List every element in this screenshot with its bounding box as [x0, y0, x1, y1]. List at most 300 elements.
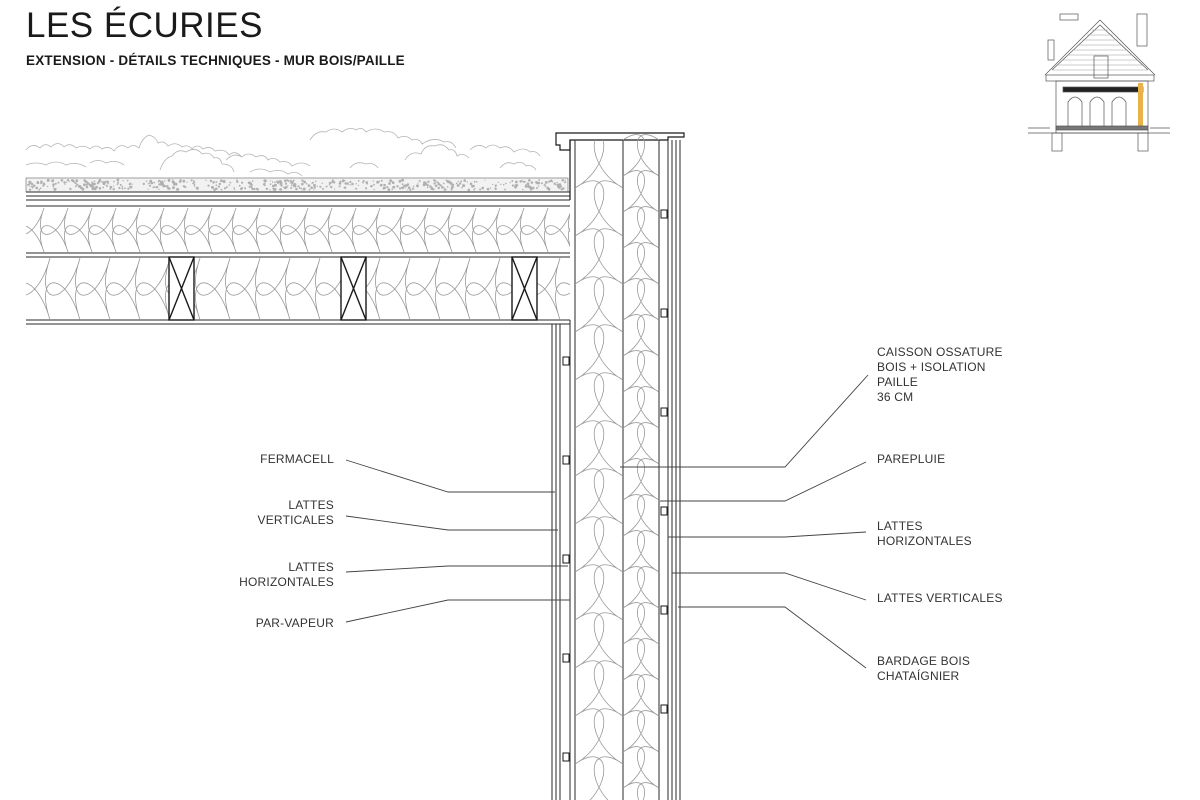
gravel-dot — [194, 184, 196, 186]
gravel-dot — [272, 185, 275, 188]
gravel-dot — [342, 179, 344, 181]
gravel-dot — [122, 188, 124, 190]
gravel-dot — [339, 185, 341, 187]
gravel-dot — [532, 187, 535, 190]
gravel-dot — [106, 181, 109, 184]
gravel-dot — [459, 182, 461, 184]
gravel-dot — [384, 184, 386, 186]
gravel-dot — [99, 188, 101, 190]
gravel-dot — [220, 179, 223, 182]
gravel-dot — [284, 179, 287, 182]
gravel-dot — [531, 181, 534, 184]
gravel-dot — [175, 183, 177, 185]
gravel-dot — [102, 187, 104, 189]
gravel-dot — [160, 183, 162, 185]
gravel-dot — [438, 182, 440, 184]
label-fermacell: FERMACELL — [260, 452, 334, 466]
gravel-dot — [28, 183, 30, 185]
gravel-dot — [490, 187, 491, 188]
gravel-dot — [309, 185, 310, 186]
gravel-dot — [117, 182, 119, 184]
gravel-dot — [330, 186, 332, 188]
gravel-dot — [433, 182, 435, 184]
gravel-dot — [417, 183, 418, 184]
gravel-dot — [457, 184, 460, 187]
gravel-dot — [396, 185, 398, 187]
gravel-dot — [407, 189, 408, 190]
gravel-dot — [64, 184, 65, 185]
gravel-dot — [223, 180, 226, 183]
gravel-dot — [270, 183, 271, 184]
gravel-dot — [290, 187, 292, 189]
gravel-dot — [334, 189, 335, 190]
gravel-dot — [186, 182, 187, 183]
gravel-dot — [317, 186, 318, 187]
gravel-dot — [301, 189, 302, 190]
lath-inner — [563, 456, 569, 464]
gravel-dot — [266, 188, 268, 190]
gravel-dot — [153, 182, 155, 184]
gravel-dot — [495, 184, 497, 186]
leader-caisson — [620, 375, 868, 467]
label-lattes-verticales-ext: LATTES VERTICALES — [877, 591, 1003, 605]
label-par-vapeur: PAR-VAPEUR — [255, 616, 334, 630]
gravel-dot — [291, 183, 293, 185]
insulation-hatch — [575, 133, 623, 800]
roof-substrate-layer — [26, 178, 568, 192]
gravel-dot — [291, 185, 292, 186]
gravel-dot — [183, 185, 185, 187]
gravel-dot — [403, 185, 405, 187]
gravel-dot — [401, 179, 403, 181]
leader-lattes-verticales-int — [346, 516, 558, 530]
gravel-dot — [494, 188, 496, 190]
gravel-dot — [239, 185, 241, 187]
gravel-dot — [322, 188, 324, 190]
label-lattes-verticales-int: LATTES VERTICALES — [257, 498, 334, 527]
gravel-dot — [445, 189, 447, 191]
gravel-dot — [252, 180, 254, 182]
lath-outer — [661, 705, 667, 713]
gravel-dot — [66, 182, 67, 183]
gravel-dot — [462, 184, 465, 187]
gravel-dot — [461, 187, 463, 189]
gravel-dot — [332, 179, 334, 181]
gravel-dot — [387, 186, 389, 188]
gravel-dot — [191, 179, 193, 181]
roof-insulation-upper — [16, 208, 596, 252]
gravel-dot — [71, 179, 74, 182]
gravel-dot — [536, 182, 539, 185]
gravel-dot — [113, 185, 114, 186]
gravel-dot — [148, 189, 149, 190]
gravel-dot — [544, 184, 546, 186]
gravel-dot — [349, 184, 350, 185]
gravel-dot — [303, 181, 306, 184]
gravel-dot — [473, 189, 475, 191]
gravel-dot — [250, 183, 253, 186]
gravel-dot — [229, 182, 231, 184]
gravel-dot — [399, 187, 401, 189]
gravel-dot — [109, 186, 111, 188]
label-lattes-horizontales-ext: LATTES HORIZONTALES — [877, 519, 972, 548]
roof-joists — [169, 257, 537, 320]
gravel-dot — [77, 184, 78, 185]
green-roof-vegetation — [26, 128, 540, 176]
lath-inner — [563, 555, 569, 563]
gravel-dot — [344, 187, 346, 189]
gravel-dot — [75, 179, 78, 182]
gravel-dot — [295, 188, 297, 190]
gravel-dot — [485, 180, 486, 181]
gravel-dot — [487, 188, 490, 191]
leader-lines — [346, 375, 868, 668]
gravel-dot — [471, 185, 474, 188]
gravel-dot — [167, 185, 169, 187]
gravel-dot — [416, 184, 419, 187]
gravel-dot — [94, 180, 96, 182]
roof-deck-lines — [26, 192, 570, 324]
gravel-dot — [127, 180, 129, 182]
gravel-dot — [474, 188, 475, 189]
gravel-dot — [251, 186, 253, 188]
gravel-dot — [295, 186, 297, 188]
gravel-dot — [380, 184, 383, 187]
gravel-dot — [47, 179, 50, 182]
gravel-dot — [392, 181, 395, 184]
gravel-dot — [43, 183, 45, 185]
lath-outer — [661, 507, 667, 515]
gravel-dot — [515, 184, 518, 187]
gravel-dot — [408, 186, 411, 189]
gravel-dot — [423, 183, 426, 186]
gravel-dot — [52, 183, 55, 186]
gravel-dot — [387, 188, 390, 191]
gravel-dot — [82, 188, 85, 191]
gravel-dot — [279, 189, 281, 191]
gravel-dot — [211, 186, 214, 189]
gravel-dot — [309, 189, 311, 191]
gravel-dot — [207, 185, 209, 187]
gravel-dot — [270, 180, 271, 181]
gravel-dot — [370, 185, 372, 187]
gravel-dot — [63, 181, 65, 183]
gravel-dot — [193, 180, 194, 181]
gravel-dot — [315, 181, 317, 183]
gravel-dot — [373, 180, 374, 181]
lath-outer — [661, 606, 667, 614]
gravel-dot — [373, 184, 375, 186]
gravel-dot — [196, 187, 199, 190]
gravel-dot — [280, 184, 282, 186]
gravel-dot — [441, 186, 442, 187]
lath-inner — [563, 654, 569, 662]
gravel-dot — [329, 184, 331, 186]
gravel-dot — [447, 180, 450, 183]
gravel-dot — [83, 183, 86, 186]
label-lattes-horizontales-int: LATTES HORIZONTALES — [239, 560, 334, 589]
gravel-dot — [298, 185, 300, 187]
gravel-dot — [301, 179, 303, 181]
leader-par-vapeur — [346, 600, 570, 622]
leader-fermacell — [346, 460, 555, 492]
gravel-dot — [299, 187, 301, 189]
gravel-dot — [152, 187, 154, 189]
gravel-dot — [451, 184, 454, 187]
gravel-dot — [447, 186, 449, 188]
gravel-dot — [101, 181, 102, 182]
gravel-dot — [173, 183, 175, 185]
gravel-dot — [122, 186, 124, 188]
gravel-dot — [233, 187, 235, 189]
gravel-dot — [122, 180, 123, 181]
gravel-dot — [545, 185, 547, 187]
gravel-dot — [303, 188, 306, 191]
page-title: LES ÉCURIES — [26, 6, 263, 45]
gravel-dot — [242, 187, 244, 189]
gravel-dot — [498, 182, 499, 183]
gravel-dot — [221, 189, 223, 191]
gravel-dot — [552, 181, 553, 182]
gravel-dot — [340, 181, 342, 183]
gravel-dot — [362, 182, 364, 184]
gravel-dot — [106, 185, 108, 187]
gravel-dot — [358, 185, 359, 186]
gravel-dot — [310, 186, 313, 189]
gravel-dot — [548, 181, 550, 183]
leader-lattes-verticales-ext — [672, 573, 866, 600]
gravel-dot — [182, 180, 185, 183]
gravel-dot — [253, 188, 255, 190]
gravel-dot — [427, 184, 429, 186]
gravel-dot — [28, 181, 31, 184]
gravel-dot — [75, 186, 77, 188]
gravel-dot — [419, 180, 421, 182]
gravel-dot — [156, 186, 158, 188]
gravel-dot — [131, 183, 132, 184]
gravel-dot — [120, 184, 122, 186]
gravel-dot — [565, 180, 566, 181]
gravel-dot — [443, 187, 444, 188]
gravel-dot — [512, 184, 514, 186]
lath-outer — [661, 210, 667, 218]
gravel-dot — [355, 188, 357, 190]
leader-bardage — [678, 607, 866, 668]
gravel-dot — [443, 183, 445, 185]
gravel-dot — [413, 186, 415, 188]
gravel-dot — [383, 187, 386, 190]
gravel-dot — [313, 189, 314, 190]
gravel-dot — [31, 183, 33, 185]
gravel-dot — [234, 189, 235, 190]
gravel-dot — [38, 189, 40, 191]
gravel-dot — [224, 187, 226, 189]
gravel-dot — [529, 186, 532, 189]
horizontal-laths — [563, 210, 667, 761]
gravel-dot — [409, 189, 411, 191]
gravel-dot — [117, 179, 120, 182]
gravel-dot — [263, 179, 266, 182]
gravel-dot — [431, 188, 433, 190]
gravel-dot — [541, 182, 543, 184]
gravel-dot — [143, 183, 145, 185]
gravel-dot — [93, 183, 96, 186]
wall-straw-insulation — [575, 133, 623, 800]
gravel-dot — [29, 186, 30, 187]
gravel-dot — [219, 183, 221, 185]
gravel-dot — [55, 183, 57, 185]
gravel-dot — [42, 185, 43, 186]
gravel-dot — [274, 182, 276, 184]
gravel-dot — [161, 181, 163, 183]
gravel-dot — [557, 184, 560, 187]
gravel-dot — [476, 181, 478, 183]
gravel-dot — [358, 180, 360, 182]
wall-layers — [552, 140, 680, 800]
gravel-dot — [520, 181, 522, 183]
gravel-dot — [536, 187, 538, 189]
page-subtitle: EXTENSION - DÉTAILS TECHNIQUES - MUR BOIS/PAILLE — [26, 53, 405, 68]
gravel-dot — [430, 185, 432, 187]
gravel-dot — [545, 181, 548, 184]
gravel-dot — [244, 187, 246, 189]
gravel-dot — [158, 181, 159, 182]
gravel-dot — [205, 180, 206, 181]
gravel-dot — [172, 179, 173, 180]
gravel-dot — [226, 186, 228, 188]
gravel-dot — [212, 181, 215, 184]
gravel-dot — [524, 181, 526, 183]
gravel-dot — [504, 189, 506, 191]
gravel-dot — [301, 183, 304, 186]
gravel-dot — [301, 188, 302, 189]
gravel-dot — [346, 182, 349, 185]
gravel-dot — [538, 179, 540, 181]
gravel-dot — [438, 187, 440, 189]
gravel-dot — [312, 182, 314, 184]
gravel-dot — [381, 180, 383, 182]
gravel-dot — [561, 188, 563, 190]
gravel-dot — [515, 181, 518, 184]
gravel-dot — [314, 186, 316, 188]
gravel-dot — [277, 181, 279, 183]
leader-lattes-horizontales-int — [346, 566, 568, 572]
gravel-dot — [92, 182, 94, 184]
gravel-dot — [236, 181, 238, 183]
gravel-dot — [467, 181, 468, 182]
gravel-dot — [468, 189, 471, 192]
gravel-dot — [460, 180, 462, 182]
gravel-dot — [36, 187, 39, 190]
key-plan-thumbnail — [1028, 14, 1170, 151]
gravel-dot — [470, 183, 473, 186]
gravel-dot — [374, 189, 375, 190]
gravel-dot — [435, 185, 438, 188]
gravel-dot — [313, 184, 316, 187]
gravel-dot — [389, 179, 392, 182]
gravel-dot — [322, 183, 323, 184]
gravel-dot — [146, 180, 148, 182]
gravel-dot — [176, 188, 179, 191]
gravel-dot — [392, 186, 395, 189]
gravel-dot — [94, 188, 96, 190]
gravel-dot — [438, 184, 440, 186]
gravel-dot — [401, 186, 404, 189]
gravel-dot — [168, 180, 170, 182]
gravel-dot — [528, 179, 531, 182]
gravel-dot — [258, 188, 259, 189]
gravel-dot — [474, 181, 476, 183]
gravel-dot — [564, 181, 566, 183]
gravel-dot — [388, 182, 391, 185]
gravel-dot — [104, 181, 106, 183]
gravel-dot — [538, 185, 539, 186]
gravel-dot — [280, 181, 283, 184]
gravel-dot — [117, 184, 119, 186]
gravel-dot — [29, 189, 31, 191]
gravel-dot — [458, 181, 459, 182]
label-parepluie: PAREPLUIE — [877, 452, 946, 466]
gravel-dot — [148, 183, 150, 185]
gravel-dot — [129, 186, 131, 188]
gravel-dot — [285, 187, 287, 189]
gravel-dot — [306, 183, 308, 185]
gravel-dot — [38, 183, 39, 184]
gravel-dot — [557, 182, 558, 183]
gravel-dot — [503, 184, 505, 186]
gravel-dot — [40, 187, 42, 189]
gravel-dot — [53, 186, 55, 188]
gravel-dot — [351, 183, 354, 186]
gravel-dot — [402, 183, 404, 185]
lath-outer — [661, 309, 667, 317]
gravel-dot — [158, 189, 159, 190]
gravel-dot — [149, 185, 151, 187]
gravel-dot — [118, 187, 120, 189]
gravel-dot — [492, 184, 493, 185]
gravel-dot — [527, 182, 530, 185]
gravel-dot — [51, 179, 54, 182]
gravel-dot — [451, 189, 452, 190]
gravel-dot — [124, 188, 126, 190]
gravel-dot — [272, 181, 273, 182]
gravel-dot — [218, 186, 220, 188]
gravel-dot — [31, 186, 33, 188]
gravel-dot — [216, 181, 218, 183]
gravel-dot — [287, 185, 288, 186]
gravel-dot — [172, 186, 175, 189]
gravel-dot — [210, 180, 212, 182]
gravel-dot — [510, 182, 511, 183]
gravel-dot — [168, 188, 170, 190]
gravel-dot — [113, 188, 115, 190]
gravel-dot — [511, 180, 513, 182]
gravel-dot — [79, 187, 80, 188]
leader-lattes-horizontales-ext — [668, 532, 866, 537]
gravel-dot — [216, 184, 218, 186]
gravel-dot — [427, 181, 429, 183]
gravel-dot — [215, 188, 218, 191]
gravel-dot — [515, 187, 516, 188]
gravel-dot — [40, 180, 42, 182]
gravel-dot — [264, 184, 266, 186]
gravel-dot — [365, 181, 368, 184]
gravel-dot — [241, 182, 243, 184]
gravel-dot — [109, 188, 111, 190]
gravel-dot — [162, 184, 165, 187]
gravel-dot — [407, 183, 410, 186]
gravel-dot — [130, 182, 131, 183]
